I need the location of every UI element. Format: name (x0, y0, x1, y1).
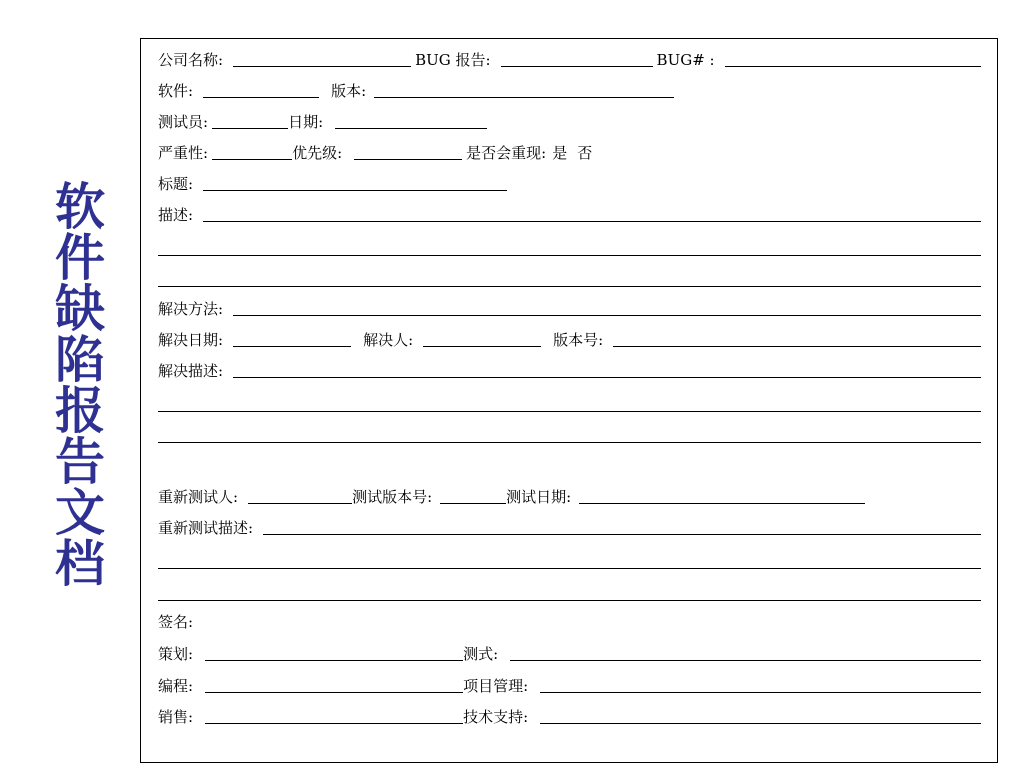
date-field[interactable] (335, 114, 487, 129)
project-management-label: 项目管理: (463, 677, 529, 695)
software-field[interactable] (203, 83, 319, 98)
resolver-field[interactable] (423, 332, 541, 347)
software-row (158, 78, 981, 100)
resolution-method-label: 解决方法: (158, 300, 224, 318)
description-label: 描述: (158, 206, 194, 224)
description-row (158, 202, 981, 224)
test-version-field[interactable] (440, 489, 506, 504)
company-name-label: 公司名称: (158, 51, 224, 69)
bug-report-label: BUG 报告: (415, 51, 491, 69)
retester-field[interactable] (248, 489, 352, 504)
resolution-date-field[interactable] (233, 332, 351, 347)
test-signature-field[interactable] (510, 646, 981, 661)
bug-number-label: BUG# : (656, 51, 715, 69)
resolution-date-row (158, 327, 981, 349)
version-number-label: 版本号: (553, 331, 604, 349)
programming-signature-field[interactable] (205, 678, 463, 693)
bug-number-field[interactable] (725, 52, 981, 67)
sales-label: 销售: (158, 708, 194, 726)
reproducible-no-option[interactable]: 否 (577, 144, 593, 162)
resolution-method-row (158, 296, 981, 318)
signature-row-programming (158, 673, 981, 695)
resolution-method-field[interactable] (233, 301, 981, 316)
version-label: 版本: (331, 82, 367, 100)
test-date-field[interactable] (579, 489, 865, 504)
technical-support-label: 技术支持: (463, 708, 529, 726)
planning-label: 策划: (158, 645, 194, 663)
tester-row (158, 109, 981, 131)
document-title: 软件缺陷报告文档 (55, 178, 105, 593)
priority-label: 优先级: (292, 144, 343, 162)
description-line[interactable] (158, 286, 981, 287)
retest-description-line[interactable] (158, 600, 981, 601)
severity-row (158, 140, 981, 162)
signatures-heading: 签名: (158, 613, 194, 631)
retest-description-field[interactable] (263, 520, 981, 535)
test-date-label: 测试日期: (506, 488, 572, 506)
resolution-description-field[interactable] (233, 363, 981, 378)
version-number-field[interactable] (613, 332, 981, 347)
tester-field[interactable] (212, 114, 288, 129)
resolver-label: 解决人: (363, 331, 414, 349)
description-line[interactable] (158, 255, 981, 256)
title-field[interactable] (203, 176, 507, 191)
signatures-heading-row (158, 609, 981, 631)
retest-row (158, 484, 981, 506)
tester-label: 测试员: (158, 113, 209, 131)
resolution-description-row (158, 358, 981, 380)
retest-description-label: 重新测试描述: (158, 519, 254, 537)
bug-report-form (140, 38, 998, 763)
version-field[interactable] (374, 83, 674, 98)
project-management-signature-field[interactable] (540, 678, 981, 693)
severity-field[interactable] (212, 145, 292, 160)
test-version-label: 测试版本号: (352, 488, 433, 506)
sales-signature-field[interactable] (205, 709, 463, 724)
retester-label: 重新测试人: (158, 488, 239, 506)
retest-description-row (158, 515, 981, 537)
bug-report-field[interactable] (501, 52, 653, 67)
resolution-description-label: 解决描述: (158, 362, 224, 380)
date-label: 日期: (288, 113, 324, 131)
resolution-description-line[interactable] (158, 442, 981, 443)
priority-field[interactable] (354, 145, 462, 160)
header-row (158, 47, 981, 69)
title-label: 标题: (158, 175, 194, 193)
programming-label: 编程: (158, 677, 194, 695)
reproducible-yes-option[interactable]: 是 (552, 144, 568, 162)
title-row (158, 171, 981, 193)
signature-row-planning (158, 641, 981, 663)
technical-support-signature-field[interactable] (540, 709, 981, 724)
software-label: 软件: (158, 82, 194, 100)
resolution-date-label: 解决日期: (158, 331, 224, 349)
signature-row-sales (158, 704, 981, 726)
retest-description-line[interactable] (158, 568, 981, 569)
planning-signature-field[interactable] (205, 646, 463, 661)
reproducible-label: 是否会重现: (466, 144, 547, 162)
severity-label: 严重性: (158, 144, 209, 162)
resolution-description-line[interactable] (158, 411, 981, 412)
company-name-field[interactable] (233, 52, 411, 67)
description-field[interactable] (203, 207, 981, 222)
test-signature-label: 测式: (463, 645, 499, 663)
